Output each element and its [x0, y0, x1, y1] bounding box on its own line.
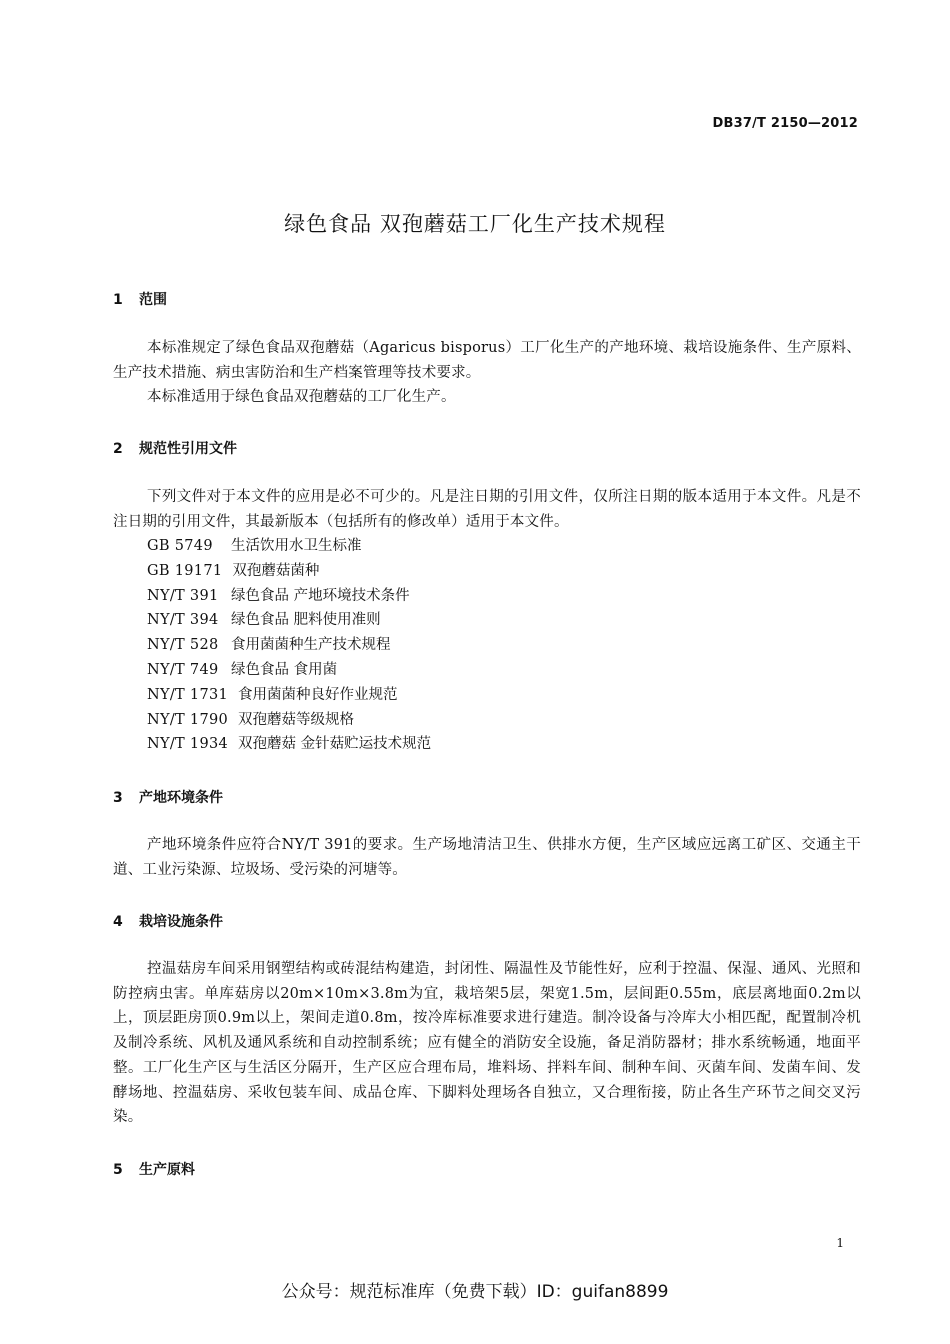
standard-code: DB37/T 2150—2012 — [712, 116, 858, 131]
reference-code: NY/T 749 — [147, 661, 219, 678]
reference-name: 双孢蘑菇等级规格 — [238, 711, 355, 728]
section-title: 生产原料 — [139, 1162, 195, 1178]
reference-item — [147, 584, 431, 609]
section-heading-5 — [113, 1159, 195, 1179]
reference-code: GB 19171 — [147, 562, 223, 579]
section-number: 4 — [113, 914, 123, 930]
reference-name: 生活饮用水卫生标准 — [231, 538, 362, 554]
paragraph: 产地环境条件应符合NY/T 391的要求。生产场地清洁卫生、供排水方便，生产区域应远离工矿区、交通主干道、工业污染源、垃圾场、受污染的河塘等。 — [113, 837, 861, 878]
section-heading-1 — [113, 289, 167, 309]
reference-item — [147, 732, 431, 757]
section-3-body — [113, 833, 861, 882]
reference-item — [147, 633, 431, 658]
reference-item — [147, 608, 431, 633]
reference-name: 绿色食品 食用菌 — [231, 661, 338, 678]
section-title: 产地环境条件 — [139, 790, 223, 806]
reference-list — [147, 534, 431, 757]
section-number: 3 — [113, 790, 123, 806]
page-number: 1 — [836, 1236, 844, 1250]
section-1-body — [113, 336, 861, 410]
reference-code: NY/T 1934 — [147, 736, 229, 753]
reference-item — [147, 534, 431, 559]
paragraph: 下列文件对于本文件的应用是必不可少的。凡是注日期的引用文件，仅所注日期的版本适用于本文件。凡是不注日期的引用文件，其最新版本（包括所有的修改单）适用于本文件。 — [113, 489, 861, 530]
section-number: 2 — [113, 441, 123, 457]
reference-code: NY/T 1790 — [147, 711, 229, 728]
section-2-body — [113, 485, 861, 534]
section-number: 1 — [113, 292, 123, 308]
reference-name: 食用菌菌种生产技术规程 — [231, 637, 391, 654]
reference-code: GB 5749 — [147, 538, 213, 554]
reference-name: 食用菌菌种良好作业规范 — [238, 686, 398, 703]
section-title: 规范性引用文件 — [139, 441, 237, 457]
reference-item — [147, 559, 431, 584]
section-number: 5 — [113, 1162, 123, 1178]
footer-watermark-text: 公众号：规范标准库（免费下载）ID：guifan8899 — [281, 1282, 669, 1302]
reference-item — [147, 683, 431, 708]
reference-name: 绿色食品 产地环境技术条件 — [231, 587, 410, 604]
section-heading-2 — [113, 438, 237, 458]
section-4-body — [113, 957, 861, 1130]
reference-code: NY/T 394 — [147, 612, 219, 629]
section-title: 栽培设施条件 — [139, 914, 223, 930]
paragraph: 控温菇房车间采用钢塑结构或砖混结构建造，封闭性、隔温性及节能性好，应利于控温、保湿、通风、光照和防控病虫害。单库菇房以20m×10m×3.8m为宜，栽培架5层，架宽1.5m，层间距0.55m，底层离地面0.2m以上，顶层距房顶0.9m以上，架间走道0.8m，按冷库标准要求进行建造。制冷设备与冷库大小相匹配，配置制冷机及制冷系统、风机及通风系统和自动控制系统；应有健全的消防安全设施，备足消防器材；排水系统畅通，地面平整。工厂化生产区与生活区分隔开，生产区应合理布局，堆料场、拌料车间、制种车间、灭菌车间、发菌车间、发酵场地、控温菇房、采收包装车间、成品仓库、下脚料处理场各自独立，又合理衔接，防止各生产环节之间交叉污染。 — [113, 961, 861, 1126]
reference-name: 双孢蘑菇 金针菇贮运技术规范 — [238, 736, 432, 753]
reference-code: NY/T 391 — [147, 587, 219, 604]
reference-name: 双孢蘑菇菌种 — [232, 562, 320, 579]
section-heading-3 — [113, 787, 223, 807]
section-heading-4 — [113, 911, 223, 931]
document-title: 绿色食品 双孢蘑菇工厂化生产技术规程 — [284, 212, 666, 236]
reference-name: 绿色食品 肥料使用准则 — [231, 612, 381, 629]
reference-item — [147, 708, 431, 733]
section-title: 范围 — [139, 292, 167, 308]
reference-code: NY/T 1731 — [147, 686, 229, 703]
paragraph: 本标准适用于绿色食品双孢蘑菇的工厂化生产。 — [147, 389, 456, 406]
reference-item — [147, 658, 431, 683]
reference-code: NY/T 528 — [147, 637, 219, 654]
paragraph: 本标准规定了绿色食品双孢蘑菇（Agaricus bisporus）工厂化生产的产地环境、栽培设施条件、生产原料、生产技术措施、病虫害防治和生产档案管理等技术要求。 — [113, 340, 861, 381]
